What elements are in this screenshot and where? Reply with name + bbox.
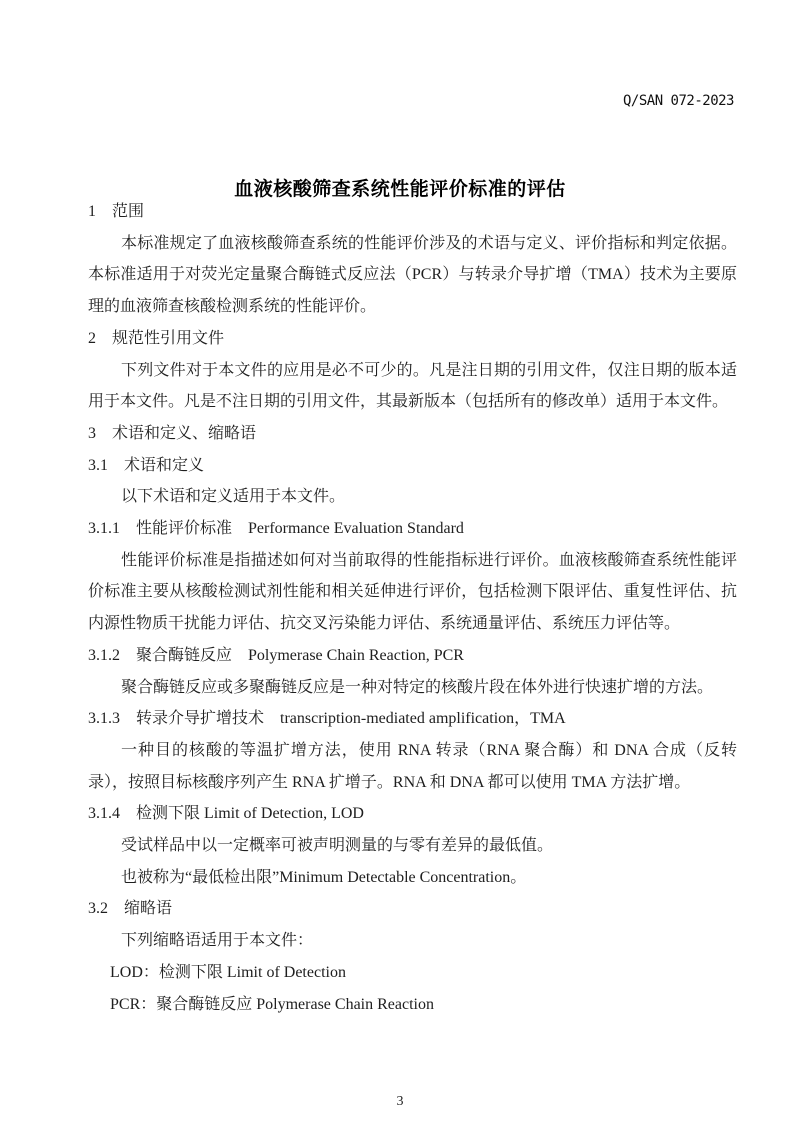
section-number: 3.2 [88,900,108,918]
section-title: 转录介导扩增技术 transcription-mediated amplification，TMA [136,710,566,728]
section-title: 术语和定义 [124,456,205,474]
section-number: 3.1.4 [88,805,120,823]
section-heading-3-1-4 [88,798,737,830]
paragraph-lod-definition: 受试样品中以一定概率可被声明测量的与零有差异的最低值。 [121,837,554,855]
abbreviation-pcr: PCR：聚合酶链反应 Polymerase Chain Reaction [110,995,434,1013]
section-title: 范围 [112,203,145,220]
paragraph-abbreviations-intro: 下列缩略语适用于本文件： [121,932,314,950]
section-number: 1 [88,203,96,220]
document-body [88,196,737,1020]
paragraph-lod-alias: 也被称为“最低检出限”Minimum Detectable Concentration。 [121,868,527,886]
section-heading-3-2 [88,893,737,925]
section-title: 检测下限 Limit of Detection, LOD [136,805,364,823]
abbreviation-lod: LOD：检测下限 Limit of Detection [110,963,346,981]
section-title: 缩略语 [124,900,173,918]
section-title: 聚合酶链反应 Polymerase Chain Reaction, PCR [136,646,464,664]
document-code: Q/SAN 072-2023 [622,93,734,109]
section-number: 3.1.3 [88,710,120,728]
paragraph-terms-intro: 以下术语和定义适用于本文件。 [121,488,346,506]
section-number: 2 [88,329,96,347]
section-number: 3 [88,424,96,442]
section-title: 术语和定义、缩略语 [112,424,257,442]
section-heading-3-1 [88,450,737,482]
section-heading-2 [88,323,737,355]
section-title: 规范性引用文件 [112,329,225,347]
paragraph-pcr-definition: 聚合酶链反应或多聚酶链反应是一种对特定的核酸片段在体外进行快速扩增的方法。 [121,678,714,696]
section-heading-3-1-2 [88,640,737,672]
paragraph-scope: 本标准规定了血液核酸筛查系统的性能评价涉及的术语与定义、评价指标和判定依据。本标准适用于对荧光定量聚合酶链式反应法（PCR）与转录介导扩增（TMA）技术为主要原理的血液筛查核酸检测系统的性能评价。 [88,234,737,316]
page-number: 3 [396,1094,404,1109]
paragraph-tma-definition: 一种目的核酸的等温扩增方法，使用 RNA 转录（RNA 聚合酶）和 DNA 合成（反转录），按照目标核酸序列产生 RNA 扩增子。RNA 和 DNA 都可以使用 TMA 方法扩增。 [88,741,737,791]
section-number: 3.1 [88,456,108,474]
section-number: 3.1.2 [88,646,120,664]
paragraph-performance-evaluation: 性能评价标准是指描述如何对当前取得的性能指标进行评价。血液核酸筛查系统性能评价标准主要从核酸检测试剂性能和相关延伸进行评价，包括检测下限评估、重复性评估、抗内源性物质干扰能力评估、抗交叉污染能力评估、系统通量评估、系统压力评估等。 [88,551,737,633]
section-heading-3 [88,418,737,450]
section-heading-1 [88,196,737,228]
section-heading-3-1-1 [88,513,737,545]
section-title: 性能评价标准 Performance Evaluation Standard [136,520,464,538]
section-heading-3-1-3 [88,703,737,735]
document-title: 血液核酸筛查系统性能评价标准的评估 [234,178,566,200]
paragraph-normative-references: 下列文件对于本文件的应用是必不可少的。凡是注日期的引用文件，仅注日期的版本适用于本文件。凡是不注日期的引用文件，其最新版本（包括所有的修改单）适用于本文件。 [88,361,737,411]
section-number: 3.1.1 [88,520,120,538]
